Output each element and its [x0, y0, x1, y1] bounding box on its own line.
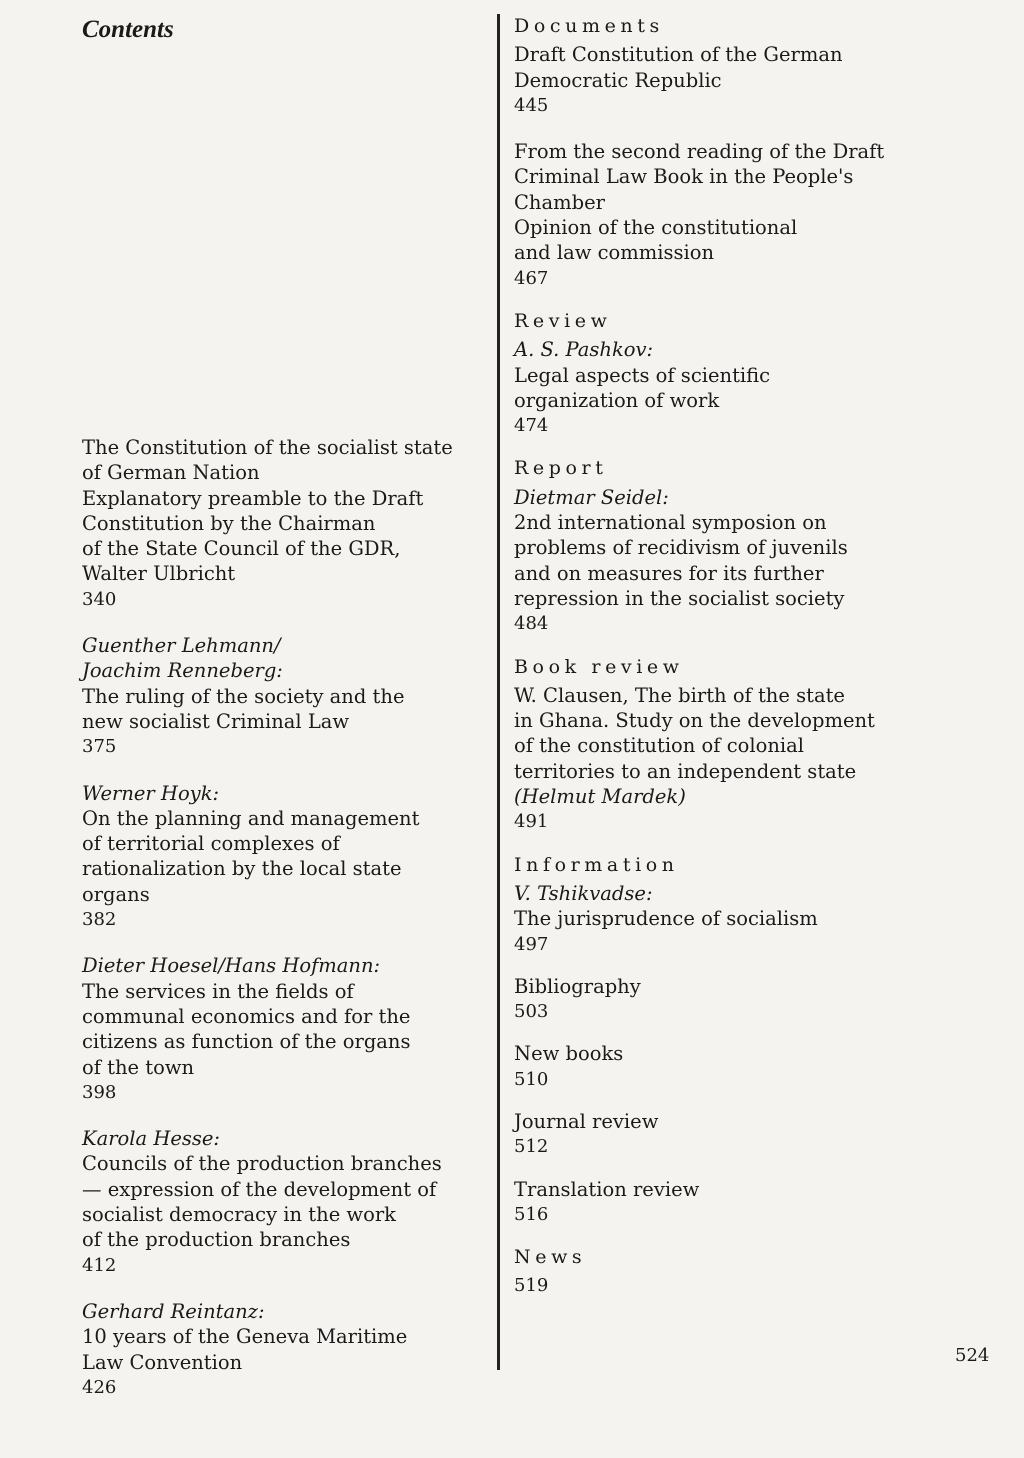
toc-entry	[82, 781, 492, 933]
entry-author: Dietmar Seidel:	[514, 485, 669, 509]
entry-author: Werner Hoyk:	[82, 781, 220, 805]
entry-reviewer: (Helmut Mardek)	[514, 785, 686, 809]
entry-page-number: 512	[514, 1136, 549, 1158]
toc-entry	[514, 42, 934, 118]
entry-title: The Constitution of the socialist state of German Nation Explanatory preamble to the Draft Constitution by the Chairman of the State Council of the GDR, Walter Ulbricht	[82, 436, 453, 586]
entry-page-number: 340	[82, 588, 117, 610]
entry-title: Councils of the production branches — expression of the development of socialist democracy in the work of the production branches	[82, 1152, 442, 1252]
entry-page-number: 467	[514, 267, 549, 289]
entry-author: Guenther Lehmann/ Joachim Renneberg:	[82, 634, 283, 683]
entry-page-number: 519	[514, 1275, 549, 1297]
section-heading: Report	[514, 457, 608, 480]
section-heading: Documents	[514, 15, 664, 37]
page-heading: Contents	[82, 16, 174, 43]
entry-title: The jurisprudence of socialism	[514, 907, 818, 931]
entry-title: The services in the fields of communal economics and for the citizens as function of the organs of the town	[82, 979, 411, 1079]
section-heading: Information	[514, 853, 679, 876]
toc-entry	[514, 1177, 934, 1228]
column-divider	[497, 14, 500, 1370]
entry-page-number: 510	[514, 1068, 549, 1090]
entry-page-number: 445	[514, 94, 549, 116]
entry-page-number: 398	[82, 1081, 117, 1103]
entry-page-number: 375	[82, 736, 117, 758]
section-heading: Book review	[514, 655, 684, 678]
section-heading: News	[514, 1246, 587, 1269]
entry-title: 2nd international symposion on problems of recidivism of juvenils and on measures for its further repression in the socialist society	[514, 511, 848, 610]
toc-entry	[514, 337, 934, 438]
entry-page-number: 491	[514, 811, 549, 833]
entry-author: Dieter Hoesel/Hans Hofmann:	[82, 954, 381, 978]
toc-entry	[82, 435, 492, 612]
entry-page-number: 474	[514, 415, 549, 437]
entry-page-number: 503	[514, 1001, 549, 1023]
toc-entry	[514, 881, 934, 957]
entry-page-number: 426	[82, 1376, 117, 1398]
entry-title: Legal aspects of scientific organization of work	[514, 363, 771, 412]
toc-entry	[82, 1126, 492, 1278]
left-column	[82, 435, 492, 1421]
entry-page-number: 497	[514, 933, 549, 955]
entry-author: Gerhard Reintanz:	[82, 1299, 265, 1323]
section-heading: Review	[514, 309, 612, 332]
entry-title: Draft Constitution of the German Democratic Republic	[514, 43, 843, 92]
entry-title: Bibliography	[514, 974, 641, 998]
entry-title: Journal review	[514, 1109, 659, 1133]
entry-title: The ruling of the society and the new socialist Criminal Law	[82, 684, 405, 733]
entry-page-number: 412	[82, 1254, 117, 1276]
toc-entry	[514, 1273, 934, 1298]
toc-entry	[82, 633, 492, 759]
entry-title: Translation review	[514, 1177, 700, 1201]
entry-title: From the second reading of the Draft Criminal Law Book in the People's Chamber Opinion of the constitutional and law commission	[514, 140, 885, 265]
entry-author: Karola Hesse:	[82, 1127, 220, 1151]
entry-page-number: 484	[514, 613, 549, 635]
toc-entry	[82, 953, 492, 1105]
toc-entry	[514, 139, 934, 291]
entry-page-number: 516	[514, 1203, 549, 1225]
toc-entry	[82, 1299, 492, 1400]
page-number: 524	[955, 1345, 990, 1366]
entry-author: A. S. Pashkov:	[514, 338, 654, 362]
entry-title: 10 years of the Geneva Maritime Law Convention	[82, 1325, 408, 1374]
right-column	[514, 14, 934, 1299]
entry-title: New books	[514, 1042, 624, 1066]
entry-title: W. Clausen, The birth of the state in Ghana. Study on the development of the constitution of colonial territories to an independent state	[514, 683, 875, 783]
toc-entry	[514, 683, 934, 835]
toc-entry	[514, 974, 934, 1025]
entry-author: V. Tshikvadse:	[514, 881, 653, 905]
entry-page-number: 382	[82, 909, 117, 931]
entry-title: On the planning and management of territorial complexes of rationalization by the local state organs	[82, 806, 420, 906]
toc-entry	[514, 485, 934, 637]
toc-entry	[514, 1109, 934, 1160]
toc-entry	[514, 1041, 934, 1092]
